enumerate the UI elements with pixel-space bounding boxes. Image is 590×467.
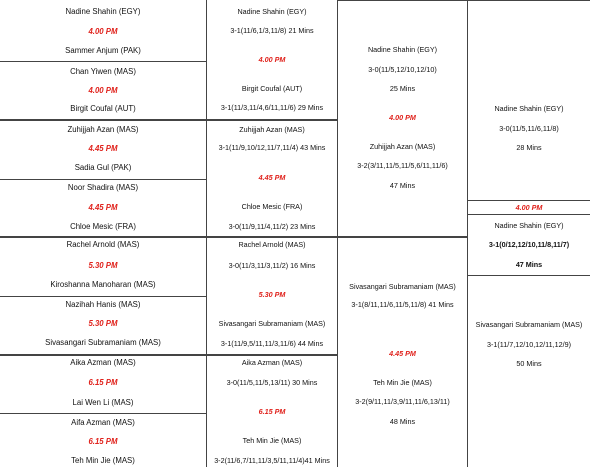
match-result: 3-0(11/5,11/5,13/11) 30 Mins <box>226 378 318 387</box>
player-name: Chloe Mesic (FRA) <box>70 222 136 231</box>
round1-match-8 <box>0 414 206 467</box>
winner-name: Teh Min Jie (MAS) <box>373 378 432 387</box>
player-name: Noor Shadira (MAS) <box>67 183 139 192</box>
match-time: 4.45 PM <box>88 203 118 212</box>
round1-match-2 <box>0 62 206 119</box>
round2-match-4 <box>207 356 337 467</box>
match-time: 6.15 PM <box>88 378 118 387</box>
winner-name: Aika Azman (MAS) <box>241 358 303 367</box>
match-result: 3-1(11/6,1/3,11/8) 21 Mins <box>230 26 314 35</box>
match-result: 3-1(8/11,11/6,11/5,11/8) 41 Mins <box>351 300 454 309</box>
player-name: Birgit Coufal (AUT) <box>70 104 136 113</box>
final-match <box>468 215 590 275</box>
semifinal-match-2 <box>468 276 590 467</box>
match-time: 4.00 PM <box>389 113 416 122</box>
round1-match-5 <box>0 238 206 295</box>
player-name: Nazihah Hanis (MAS) <box>65 300 141 309</box>
match-duration: 48 Mins <box>389 417 416 426</box>
player-name: Aika Azman (MAS) <box>70 358 136 367</box>
round1-match-3 <box>0 121 206 178</box>
player-name: Aifa Azman (MAS) <box>71 418 135 427</box>
winner-name: Birgit Coufal (AUT) <box>241 84 303 93</box>
round1-column <box>0 0 207 467</box>
player-name: Nadine Shahin (EGY) <box>65 7 141 16</box>
match-time: 4.00 PM <box>88 27 118 36</box>
winner-name: Sivasangari Subramaniam (MAS) <box>218 319 326 328</box>
winner-name: Zuhijjah Azan (MAS) <box>239 125 305 134</box>
player-name: Teh Min Jie (MAS) <box>71 456 135 465</box>
final-duration: 47 Mins <box>515 260 543 269</box>
winner-name: Sivasangari Subramaniam (MAS) <box>475 320 583 329</box>
round3-column <box>338 0 468 467</box>
match-result: 3-1(11/9,5/11,11/3,11/6) 44 Mins <box>220 339 324 348</box>
match-time: 5.30 PM <box>88 319 118 328</box>
match-duration: 50 Mins <box>516 359 542 368</box>
final-result: 3-1(0/12,12/10,11/8,11/7) <box>488 240 570 249</box>
round2-match-1 <box>207 0 337 119</box>
match-time: 4.45 PM <box>258 173 286 182</box>
winner-name: Nadine Shahin (EGY) <box>237 7 307 16</box>
match-result: 3-2(3/11,11/5,11/5,6/11,11/6) <box>357 161 448 170</box>
player-name: Sivasangari Subramaniam (MAS) <box>45 338 161 347</box>
semifinal-match-1 <box>468 0 590 199</box>
round2-column <box>207 0 338 467</box>
match-duration: 25 Mins <box>389 84 416 93</box>
match-result: 3-0(11/9,11/4,11/2) 23 Mins <box>228 222 316 231</box>
winner-name: Sivasangari Subramaniam (MAS) <box>349 282 456 291</box>
match-result: 3-1(11/9,10/12,11/7,11/4) 43 Mins <box>218 143 326 152</box>
match-time: 4.45 PM <box>88 144 118 153</box>
player-name: Chan Yiwen (MAS) <box>70 67 136 76</box>
round1-match-4 <box>0 180 206 236</box>
round1-match-7 <box>0 356 206 413</box>
round2-match-3 <box>207 238 337 354</box>
match-result: 3-0(11/5,11/6,11/8) <box>499 124 559 133</box>
match-result: 3-1(11/3,11/4,6/11,11/6) 29 Mins <box>220 103 324 112</box>
round2-match-2 <box>207 121 337 236</box>
final-time-row <box>468 201 590 214</box>
round1-match-1 <box>0 0 206 60</box>
match-duration: 28 Mins <box>516 143 542 152</box>
round3-match-1 <box>338 0 467 236</box>
match-result: 3-0(11/5,12/10,12/10) <box>368 65 437 74</box>
winner-name: Chloe Mesic (FRA) <box>241 202 303 211</box>
match-time: 4.00 PM <box>88 86 118 95</box>
player-name: Rachel Arnold (MAS) <box>66 240 140 249</box>
player-name: Sadia Gul (PAK) <box>74 163 132 172</box>
match-time: 5.30 PM <box>88 261 118 270</box>
player-name: Lai Wen Li (MAS) <box>72 398 134 407</box>
match-result: 3-2(9/11,11/3,9/11,11/6,13/11) <box>355 397 450 406</box>
match-time: 6.15 PM <box>88 437 118 446</box>
match-time: 4.45 PM <box>389 349 416 358</box>
match-duration: 47 Mins <box>389 181 416 190</box>
winner-name: Nadine Shahin (EGY) <box>494 104 564 113</box>
winner-name: Rachel Arnold (MAS) <box>238 240 306 249</box>
champion-name: Nadine Shahin (EGY) <box>494 221 564 230</box>
player-name: Zuhijjah Azan (MAS) <box>67 125 139 134</box>
match-time: 5.30 PM <box>258 290 286 299</box>
match-time: 4.00 PM <box>515 203 543 212</box>
match-result: 3-1(11/7,12/10,12/11,12/9) <box>486 340 572 349</box>
player-name: Sammer Anjum (PAK) <box>65 46 141 55</box>
player-name: Kiroshanna Manoharan (MAS) <box>50 280 156 289</box>
match-time: 4.00 PM <box>258 55 286 64</box>
winner-name: Zuhijjah Azan (MAS) <box>369 142 436 151</box>
match-result: 3-2(11/6,7/11,11/3,5/11,11/4)41 Mins <box>214 456 330 465</box>
round1-match-6 <box>0 297 206 353</box>
final-column <box>468 0 590 467</box>
winner-name: Nadine Shahin (EGY) <box>367 45 438 54</box>
winner-name: Teh Min Jie (MAS) <box>242 436 302 445</box>
round3-match-2 <box>338 238 467 467</box>
match-result: 3-0(11/3,11/3,11/2) 16 Mins <box>228 261 316 270</box>
match-time: 6.15 PM <box>258 407 286 416</box>
